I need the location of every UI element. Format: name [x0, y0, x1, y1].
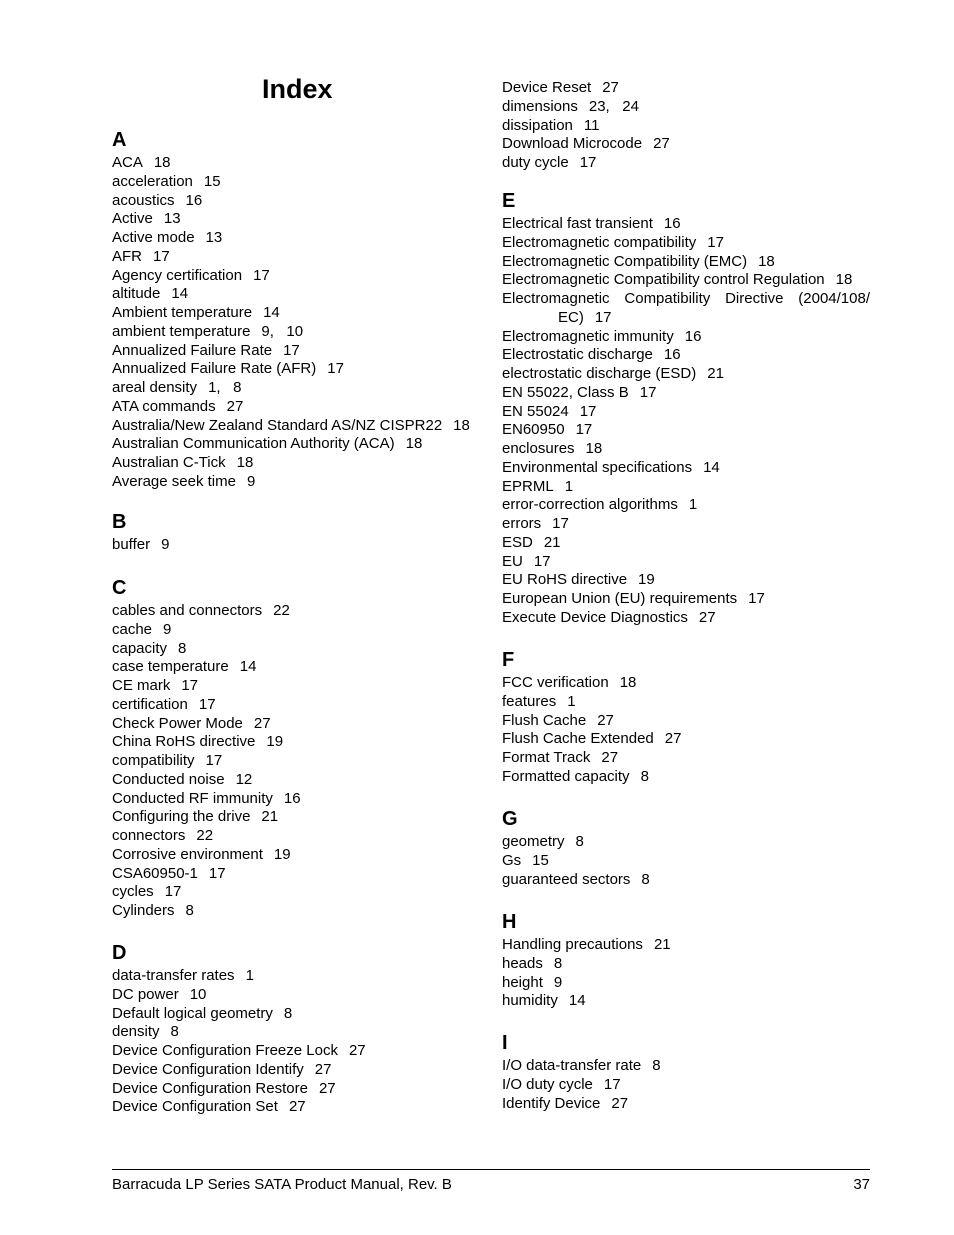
index-term: Format Track: [502, 749, 591, 766]
index-page-ref: 1: [567, 692, 576, 710]
index-term: AFR: [112, 247, 142, 265]
index-entry: [112, 1023, 366, 1042]
index-term: case temperature: [112, 658, 229, 676]
index-term: Electromagnetic Compatibility Directive (2004/108/: [502, 290, 870, 307]
index-term: altitude: [112, 285, 161, 303]
index-term: ESD: [502, 533, 533, 551]
index-entry: [502, 117, 670, 136]
index-page-ref: 9: [553, 973, 563, 991]
index-section-e: [502, 189, 870, 628]
index-page-ref: 8: [283, 1004, 293, 1022]
index-term: features: [502, 692, 557, 710]
index-term: Corrosive environment: [112, 845, 263, 863]
index-page-ref: 18: [153, 154, 171, 171]
index-term: guaranteed sectors: [502, 870, 631, 888]
index-term: Device Configuration Freeze Lock: [112, 1042, 338, 1059]
index-entry: [112, 696, 301, 715]
index-entry: [112, 323, 470, 342]
index-term: height: [502, 973, 543, 991]
index-term: EN 55024: [502, 402, 569, 420]
index-term: enclosures: [502, 440, 575, 457]
index-page-ref: 27: [611, 1094, 629, 1112]
index-entry: [112, 1098, 366, 1117]
index-entry: [112, 454, 470, 473]
index-entry: [112, 285, 470, 304]
index-entry: [502, 459, 870, 478]
index-entry: [112, 865, 301, 884]
index-entry: [502, 478, 870, 497]
index-section-c: [112, 576, 301, 921]
index-term: EU RoHS directive: [502, 571, 628, 589]
index-page-ref: 19: [266, 733, 284, 751]
index-entry: [112, 986, 366, 1005]
index-page-ref: 17: [707, 233, 724, 251]
index-section-a: [112, 128, 470, 492]
index-page-ref: 19: [273, 845, 291, 863]
index-entry: [112, 210, 470, 229]
section-letter: D: [112, 942, 127, 964]
index-term: Electromagnetic Compatibility (EMC): [502, 252, 748, 270]
index-entry: [502, 955, 671, 974]
index-entry: [112, 1061, 366, 1080]
entry-list: [112, 967, 366, 1117]
index-term: Electrical fast transient: [502, 215, 653, 232]
index-entry: [502, 309, 870, 328]
index-entry: [112, 846, 301, 865]
index-entry: [502, 135, 670, 154]
index-page-ref: 27: [664, 730, 682, 748]
index-page-ref: 17: [181, 677, 199, 694]
entry-list: [502, 215, 870, 628]
entry-list: [502, 1057, 661, 1113]
index-page-ref: 17: [552, 515, 569, 532]
section-letter: B: [112, 511, 127, 533]
index-entry: [112, 677, 301, 696]
index-entry: [112, 1005, 366, 1024]
index-page-ref: 14: [568, 992, 586, 1010]
index-entry: [502, 384, 870, 403]
index-entry: [112, 771, 301, 790]
index-page-ref: 27: [348, 1042, 366, 1059]
index-term: DC power: [112, 985, 179, 1003]
index-page-ref: 9, 10: [261, 322, 304, 340]
entry-list: [112, 536, 169, 555]
index-entry: [112, 790, 301, 809]
index-page-ref: 17: [533, 552, 551, 570]
section-letter: C: [112, 577, 127, 599]
index-page-ref: 8: [185, 902, 194, 919]
index-page-ref: 17: [594, 308, 612, 326]
index-entry: [112, 1080, 366, 1099]
index-entry: [502, 215, 870, 234]
index-section-i: [502, 1031, 661, 1113]
index-entry: [112, 192, 470, 211]
index-page-ref: 18: [835, 271, 853, 289]
index-entry: [502, 871, 650, 890]
index-term: Configuring the drive: [112, 808, 251, 826]
index-page-ref: 27: [288, 1098, 306, 1116]
index-entry: [502, 290, 870, 309]
index-term: cables and connectors: [112, 602, 263, 619]
index-term: acoustics: [112, 191, 175, 209]
index-term: CE mark: [112, 677, 171, 694]
index-term: Cylinders: [112, 902, 175, 919]
index-term: Device Reset: [502, 79, 592, 96]
index-term: Agency certification: [112, 266, 243, 284]
index-entry: [502, 515, 870, 534]
index-entry: [502, 674, 681, 693]
index-term: buffer: [112, 536, 151, 553]
index-entry: [112, 435, 470, 454]
page-title: Index: [262, 74, 333, 104]
index-term: Environmental specifications: [502, 458, 693, 476]
index-entry: [112, 229, 470, 248]
index-entry: [502, 154, 670, 173]
index-term: EPRML: [502, 477, 554, 495]
section-letter: A: [112, 129, 127, 151]
index-page-ref: 22: [196, 827, 214, 844]
index-term: errors: [502, 515, 542, 532]
section-letter: G: [502, 808, 518, 830]
index-term: Handling precautions: [502, 936, 643, 953]
index-page-ref: 16: [283, 789, 301, 807]
index-section-d: [112, 941, 366, 1117]
index-entry: [112, 379, 470, 398]
index-term: Electrostatic discharge: [502, 346, 653, 364]
index-entry: [502, 421, 870, 440]
index-term: Check Power Mode: [112, 714, 243, 732]
index-entry: [502, 712, 681, 731]
index-page-ref: 17: [639, 383, 657, 401]
index-term: Electromagnetic Compatibility control Regulation: [502, 271, 825, 289]
index-term: capacity: [112, 639, 168, 657]
index-term: Australia/New Zealand Standard AS/NZ CISPR22: [112, 416, 443, 434]
index-entry: [112, 808, 301, 827]
index-term: Electromagnetic compatibility: [502, 233, 697, 251]
index-page-ref: 19: [638, 571, 655, 589]
index-term: Australian C-Tick: [112, 454, 226, 471]
index-term: ATA commands: [112, 397, 216, 415]
index-entry: [112, 640, 301, 659]
index-term: electrostatic discharge (ESD): [502, 365, 697, 382]
index-page-ref: 17: [283, 341, 300, 359]
index-term: cycles: [112, 883, 154, 901]
index-term: Ambient temperature: [112, 304, 253, 321]
index-term: certification: [112, 695, 188, 713]
index-page-ref: 1, 8: [208, 379, 242, 396]
index-term: areal density: [112, 379, 198, 396]
index-entry: [112, 360, 470, 379]
index-term: dissipation: [502, 116, 573, 134]
index-entry: [502, 974, 671, 993]
index-entry: [112, 621, 301, 640]
index-entry: [502, 234, 870, 253]
index-page-ref: 18: [758, 252, 775, 270]
index-term: ambient temperature: [112, 322, 251, 340]
index-page-ref: 14: [239, 658, 257, 676]
index-entry: [112, 602, 301, 621]
index-page-ref: 23, 24: [588, 97, 639, 115]
index-page-ref: 14: [171, 285, 189, 303]
index-term: heads: [502, 954, 543, 972]
section-letter: E: [502, 190, 516, 212]
index-term: Average seek time: [112, 472, 236, 490]
index-entry: [112, 267, 470, 286]
section-letter: F: [502, 649, 515, 671]
index-term: connectors: [112, 827, 186, 844]
index-page-ref: 27: [318, 1079, 336, 1097]
index-page-ref: 14: [263, 304, 280, 321]
index-entry: [502, 440, 870, 459]
index-page-ref: 14: [703, 458, 720, 476]
index-term: Annualized Failure Rate: [112, 341, 273, 359]
index-entry: [112, 173, 470, 192]
index-entry: [502, 609, 870, 628]
index-entry: [502, 936, 671, 955]
index-page-ref: 17: [164, 883, 182, 901]
entry-list: [502, 79, 670, 173]
index-entry: [112, 417, 470, 436]
index-term: duty cycle: [502, 154, 569, 171]
index-entry: [502, 496, 870, 515]
index-page-ref: 8: [641, 870, 650, 888]
index-page-ref: 1: [564, 477, 574, 495]
index-entry: [502, 553, 870, 572]
index-page-ref: 21: [261, 808, 279, 826]
index-term: ACA: [112, 154, 143, 171]
index-page-ref: 16: [663, 346, 681, 364]
index-term: FCC verification: [502, 674, 609, 691]
index-entry: [502, 346, 870, 365]
index-entry: [112, 248, 470, 267]
index-page-ref: 17: [579, 402, 597, 420]
index-page-ref: 1: [688, 496, 698, 514]
entry-list: [502, 936, 671, 1011]
index-term: Device Configuration Restore: [112, 1079, 308, 1097]
index-term: compatibility: [112, 752, 195, 769]
index-term: EC): [558, 308, 584, 326]
index-entry: [502, 833, 650, 852]
index-page-ref: 18: [453, 416, 470, 434]
index-term: I/O data-transfer rate: [502, 1057, 642, 1074]
index-page-ref: 18: [619, 674, 637, 691]
index-page-ref: 15: [532, 851, 549, 869]
index-term: Active: [112, 210, 153, 228]
index-term: acceleration: [112, 172, 193, 190]
index-page-ref: 17: [575, 421, 593, 439]
index-term: Formatted capacity: [502, 767, 630, 785]
section-letter: H: [502, 911, 517, 933]
index-term: dimensions: [502, 97, 578, 115]
index-page-ref: 16: [663, 215, 681, 232]
index-page-ref: 16: [684, 327, 702, 345]
index-entry: [502, 749, 681, 768]
index-entry: [112, 967, 366, 986]
index-page-ref: 17: [603, 1075, 621, 1093]
index-page-ref: 27: [602, 79, 619, 96]
entry-list: [112, 602, 301, 921]
index-entry: [502, 730, 681, 749]
index-entry: [502, 328, 870, 347]
index-page-ref: 9: [246, 472, 256, 490]
index-term: humidity: [502, 992, 558, 1010]
index-page-ref: 8: [652, 1057, 661, 1074]
index-term: Conducted noise: [112, 770, 225, 788]
index-page-ref: 18: [405, 435, 423, 453]
index-term: Active mode: [112, 229, 195, 246]
index-section-g: [502, 807, 650, 889]
index-page-ref: 17: [748, 590, 765, 607]
index-section-h: [502, 910, 671, 1011]
index-term: Australian Communication Authority (ACA): [112, 435, 395, 453]
index-entry: [502, 992, 671, 1011]
index-entry: [502, 253, 870, 272]
index-term: Default logical geometry: [112, 1004, 273, 1022]
index-page-ref: 27: [597, 711, 614, 729]
index-page-ref: 18: [585, 440, 603, 457]
index-page-ref: 27: [226, 397, 244, 415]
index-entry: [112, 658, 301, 677]
index-page-ref: 8: [640, 767, 649, 785]
index-entry: [112, 883, 301, 902]
footer-manual-title: Barracuda LP Series SATA Product Manual, Rev. B: [112, 1176, 452, 1193]
index-section-b: [112, 510, 169, 555]
index-term: Identify Device: [502, 1094, 601, 1112]
index-page-ref: 17: [153, 247, 170, 265]
index-entry: [112, 902, 301, 921]
index-entry: [502, 852, 650, 871]
index-page-ref: 9: [161, 536, 170, 553]
index-entry: [112, 304, 470, 323]
index-entry: [502, 98, 670, 117]
index-entry: [502, 1057, 661, 1076]
index-page-ref: 11: [583, 116, 600, 134]
index-entry: [502, 1076, 661, 1095]
index-page-ref: 17: [198, 695, 216, 713]
section-letter: I: [502, 1032, 508, 1054]
index-section-f: [502, 648, 681, 787]
index-entry: [112, 827, 301, 846]
footer-rule: [112, 1169, 870, 1170]
index-term: Device Configuration Set: [112, 1098, 278, 1116]
index-page-ref: 8: [575, 833, 584, 850]
index-entry: [502, 571, 870, 590]
index-term: density: [112, 1023, 160, 1041]
index-term: EU: [502, 552, 523, 570]
index-term: Electromagnetic immunity: [502, 327, 674, 345]
entry-list: [502, 674, 681, 787]
index-entry: [502, 79, 670, 98]
index-term: Flush Cache: [502, 711, 587, 729]
index-term: error-correction algorithms: [502, 496, 678, 514]
index-page-ref: 27: [698, 608, 716, 626]
index-entry: [502, 590, 870, 609]
index-page-ref: 27: [253, 714, 271, 732]
index-entry: [502, 271, 870, 290]
index-page-ref: 17: [253, 266, 270, 284]
index-term: geometry: [502, 833, 565, 850]
footer-page-number: 37: [853, 1176, 870, 1193]
index-entry: [112, 752, 301, 771]
index-page-ref: 27: [653, 135, 670, 153]
index-page-ref: 15: [203, 172, 221, 190]
index-page-ref: 17: [327, 360, 344, 378]
index-term: Download Microcode: [502, 135, 643, 153]
index-page-ref: 9: [163, 620, 172, 638]
index-entry: [112, 398, 470, 417]
index-page-ref: 21: [543, 533, 561, 551]
index-term: CSA60950-1: [112, 864, 198, 882]
index-page-ref: 17: [205, 752, 223, 769]
index-term: I/O duty cycle: [502, 1075, 593, 1093]
index-entry: [112, 154, 470, 173]
index-page-ref: 27: [314, 1060, 332, 1078]
index-term: Device Configuration Identify: [112, 1060, 304, 1078]
index-term: China RoHS directive: [112, 733, 256, 751]
index-page-ref: 27: [601, 749, 619, 766]
entry-list: [502, 833, 650, 889]
index-term: Execute Device Diagnostics: [502, 608, 688, 626]
entry-list: [112, 154, 470, 492]
index-page-ref: 17: [579, 154, 597, 171]
index-term: EN60950: [502, 421, 565, 439]
index-term: Gs: [502, 851, 522, 869]
index-page-ref: 8: [178, 639, 187, 657]
index-page-ref: 13: [205, 229, 223, 246]
index-term: Flush Cache Extended: [502, 730, 654, 748]
index-page-ref: 12: [235, 770, 253, 788]
index-term: European Union (EU) requirements: [502, 590, 738, 607]
index-page-ref: 21: [707, 365, 724, 382]
index-entry: [112, 342, 470, 361]
index-entry: [502, 768, 681, 787]
index-entry: [502, 693, 681, 712]
index-page-ref: 18: [236, 454, 254, 471]
index-page-ref: 8: [553, 954, 563, 972]
index-entry: [502, 534, 870, 553]
index-term: cache: [112, 620, 153, 638]
index-term: EN 55022, Class B: [502, 383, 629, 401]
index-entry: [112, 1042, 366, 1061]
index-entry: [112, 715, 301, 734]
index-page-ref: 13: [163, 210, 181, 228]
index-page-ref: 1: [245, 967, 254, 984]
index-entry: [112, 473, 470, 492]
index-page-ref: 21: [653, 936, 671, 953]
index-entry: [502, 365, 870, 384]
index-term: Annualized Failure Rate (AFR): [112, 360, 317, 378]
index-term: Conducted RF immunity: [112, 789, 273, 807]
index-page-ref: 17: [208, 864, 226, 882]
index-entry: [112, 733, 301, 752]
index-entry: [112, 536, 169, 555]
index-entry: [502, 403, 870, 422]
index-page-ref: 22: [273, 602, 290, 619]
index-page-ref: 8: [170, 1023, 179, 1041]
index-term: data-transfer rates: [112, 967, 235, 984]
index-page-ref: 16: [185, 191, 203, 209]
index-page-ref: 10: [189, 985, 207, 1003]
index-entry: [502, 1095, 661, 1114]
